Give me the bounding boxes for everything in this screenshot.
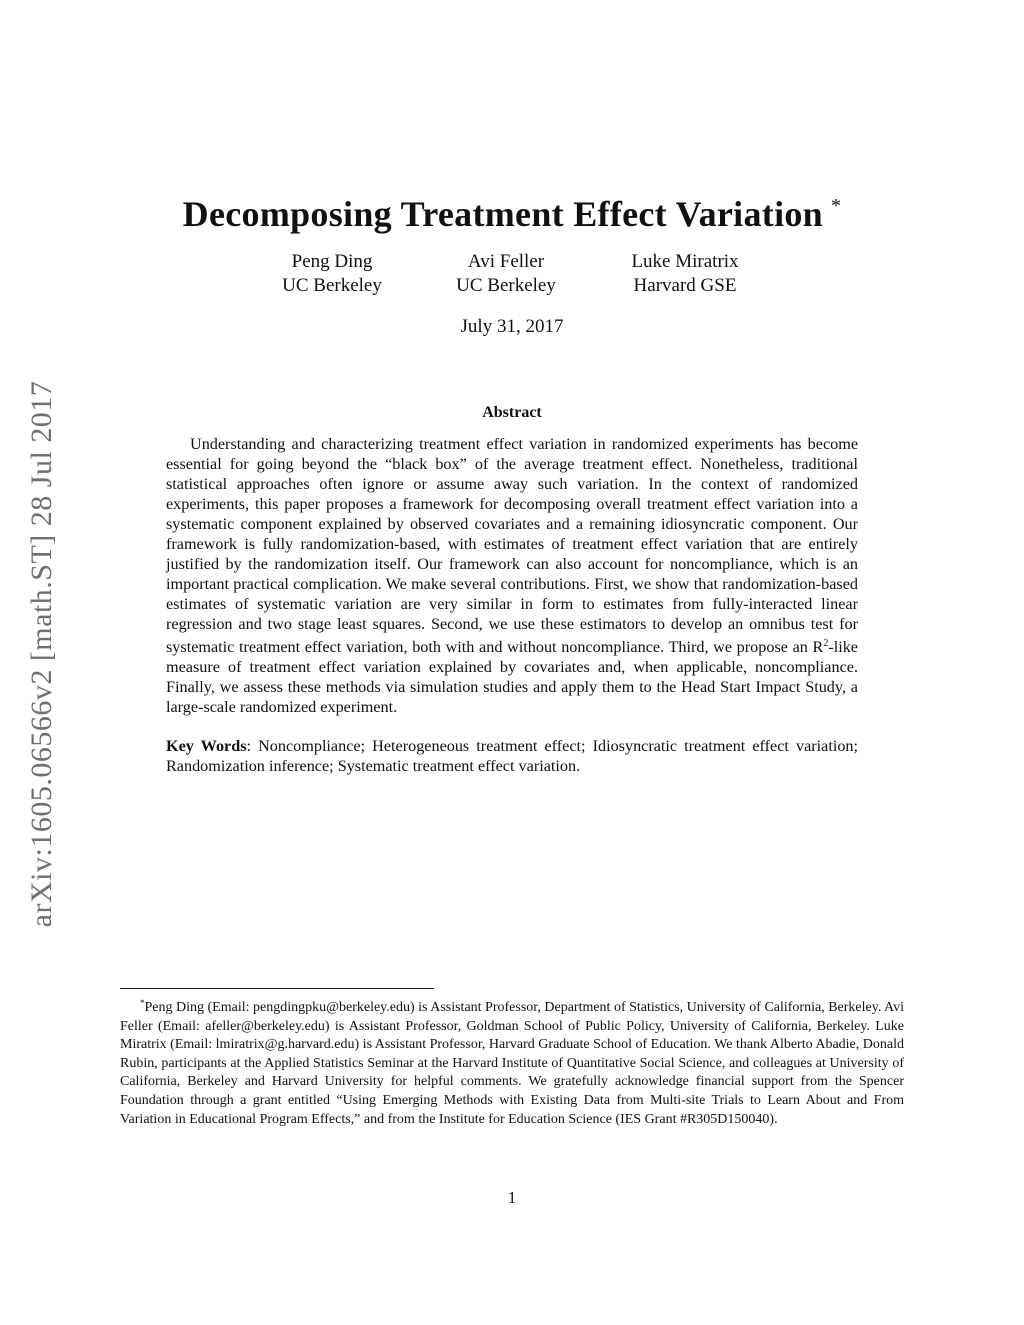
author-1-name: Peng Ding [291,251,373,272]
arxiv-identifier-stamp: arXiv:1605.06566v2 [math.ST] 28 Jul 2017 [25,380,58,928]
abstract-body [166,434,858,717]
author-3-affiliation: Harvard GSE [633,275,737,296]
author-2 [406,250,606,298]
keywords [166,736,858,776]
abstract-superscript: 2 [823,638,829,649]
paper-title-text: Decomposing Treatment Effect Variation [182,194,823,234]
author-3 [585,250,785,298]
publication-date: July 31, 2017 [460,316,564,337]
footnote-text: Peng Ding (Email: pengdingpku@berkeley.edu) is Assistant Professor, Department of Statistics, University of California, Berkeley. Avi Feller (Email: afeller@berkeley.edu) is Assistant Professor, Goldman School of Public Policy, University of California, Berkeley. Luke Miratrix (Email: lmiratrix@g.harvard.edu) is Assistant Professor, Harvard Graduate School of Education. We thank Alberto Abadie, Donald Rubin, participants at the Applied Statistics Seminar at the Harvard Institute of Quantitative Social Science, and colleagues at University of California, Berkeley and Harvard University for helpful comments. We gratefully acknowledge financial support from the Spencer Foundation through a grant entitled “Using Emerging Methods with Existing Data from Multi-site Trials to Learn About and From Variation in Educational Program Effects,” and from the Institute for Education Science (IES Grant #R305D150040). [120,1000,905,1127]
author-2-name: Avi Feller [467,251,545,272]
author-1 [232,250,432,298]
abstract-text-part-1: Understanding and characterizing treatment effect variation in randomized experiments has become essential for going beyond the “black box” of the average treatment effect. Nonetheless, traditional statistical approaches often ignore or assume away such variation. In the context of randomized experiments, this paper proposes a framework for decomposing overall treatment effect variation into a systematic component explained by observed covariates and a remaining idiosyncratic component. Our framework is fully randomization-based, with estimates of treatment effect variation that are entirely justified by the randomization itself. Our framework can also account for noncompliance, which is an important practical complication. We make several contributions. First, we show that randomization-based estimates of systematic variation are very similar in form to estimates from fully-interacted linear regression and two stage least squares. Second, we use these estimators to develop an omnibus test for systematic treatment effect variation, both with and without noncompliance. Third, we propose an R [166,435,858,656]
footnote-divider [120,988,434,989]
keywords-text: : Noncompliance; Heterogeneous treatment effect; Idiosyncratic treatment effect variation; Randomization inference; Systematic treatment effect variation. [166,737,859,775]
abstract-heading: Abstract [482,404,542,421]
footnote-mark: * [140,998,145,1008]
author-2-affiliation: UC Berkeley [456,275,556,296]
paper-title [0,184,1024,236]
author-3-name: Luke Miratrix [631,251,739,272]
page-number: 1 [507,1188,517,1207]
title-footnote-mark[interactable]: * [831,195,842,217]
footnote [120,994,904,1129]
author-1-affiliation: UC Berkeley [282,275,382,296]
abstract-text-part-2: -like measure of treatment effect variation explained by covariates and, when applicable, noncompliance. Finally, we assess these methods via simulation studies and apply them to the Head Start Impact Study, a large-scale randomized experiment. [166,638,858,716]
keywords-label: Key Words [166,737,247,755]
